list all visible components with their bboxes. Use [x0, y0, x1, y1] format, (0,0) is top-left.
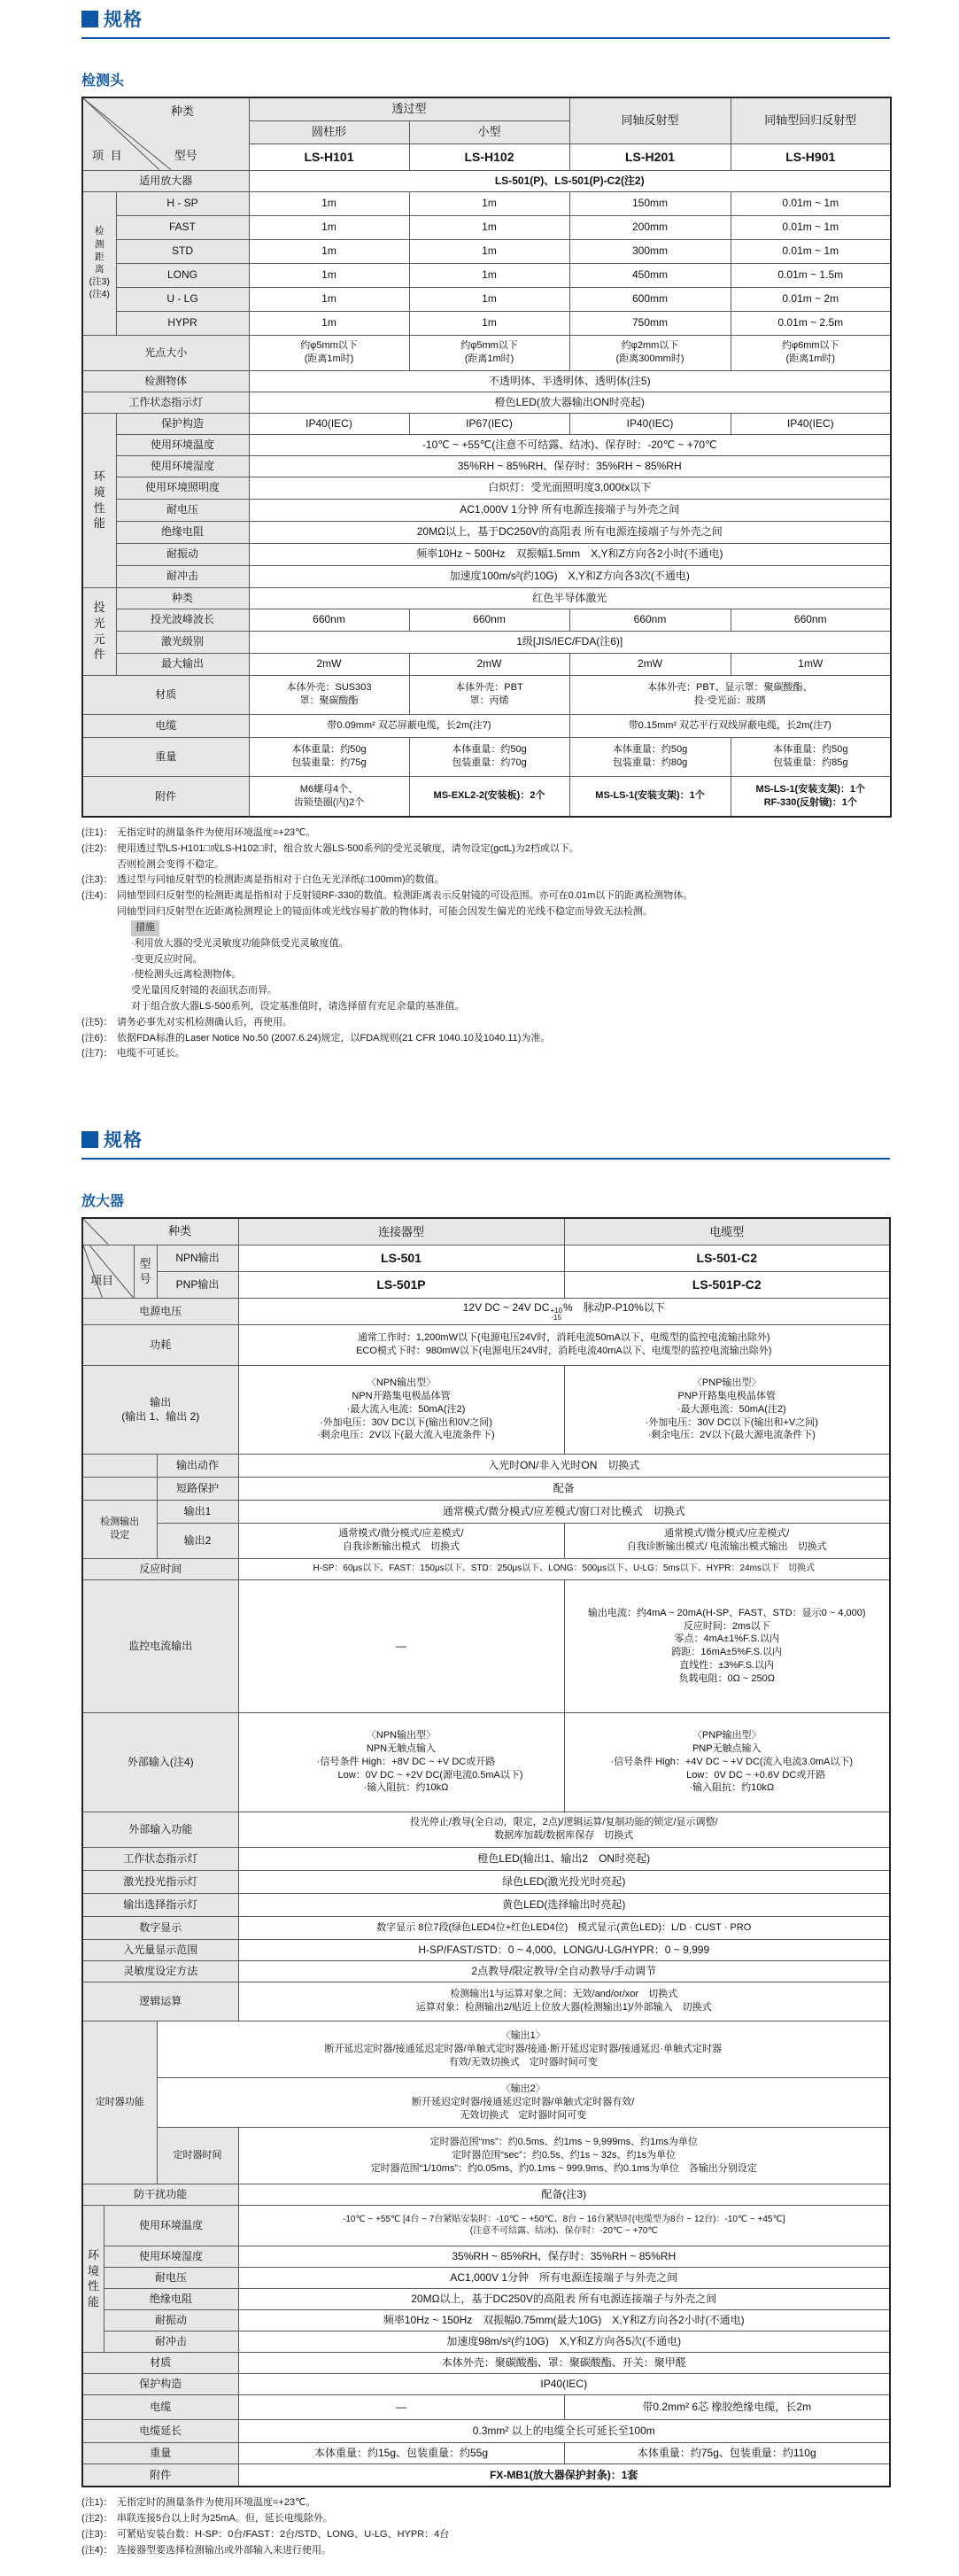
group-label: 检测输出 设定: [82, 1500, 157, 1558]
row-label: U - LG: [116, 287, 249, 311]
spec-value: MS-EXL2-2(安装板)：2个: [409, 776, 569, 817]
spacer-cell: [82, 1477, 157, 1500]
row-label: 使用环境湿度: [116, 455, 249, 477]
spec-value: 本体外壳：聚碳酸酯、罩：聚碳酸酯、开关：聚甲醛: [238, 2352, 890, 2373]
row-label: 防干扰功能: [82, 2184, 238, 2205]
spec-value: 数字显示 8位7段(绿色LED4位+红色LED4位) 模式显示(黄色LED)：L/D · CUST · PRO: [238, 1916, 890, 1939]
spec-value: 约φ5mm以下 (距离1m时): [409, 335, 569, 370]
group-label: 投 光 元 件: [82, 587, 116, 675]
spec-value: 通常模式/微分模式/应差模式/窗口对比模式 切换式: [238, 1500, 890, 1523]
spec-value: -10℃ ~ +55℃(注意不可结露、结冰)、保存时：-20℃ ~ +70℃: [249, 434, 891, 455]
spec-value: 带0.2mm² 6芯 橡胶绝缘电缆，长2m: [564, 2394, 890, 2419]
row-label: 输出1: [157, 1500, 238, 1523]
spacer-cell: [82, 1454, 157, 1477]
column-header: 圆柱形: [249, 120, 409, 144]
note-line: [81, 983, 890, 999]
matrix-axis-label: 种类: [167, 1224, 191, 1238]
row-label: 材质: [82, 2352, 238, 2373]
model-number: LS-H102: [409, 144, 569, 170]
note-line: [81, 888, 890, 904]
spec-value: 本体重量：约75g、包装重量：约110g: [564, 2442, 890, 2463]
spec-value: 白炽灯：受光面照明度3,000ℓx以下: [249, 477, 891, 499]
diagonal-divider-line: [83, 1219, 238, 1245]
row-label: 电缆: [82, 2394, 238, 2419]
spec-value: 〈输出1〉 断开延迟定时器/接通延迟定时器/单触式定时器/接通·断开延迟定时器/接通延迟·单触式定时器 有效/无效切换式 定时器时间可变: [157, 2021, 890, 2077]
sensor-head-spec-table: [81, 97, 892, 818]
row-label: 最大输出: [116, 653, 249, 675]
matrix-axis-label: 项目: [90, 1274, 114, 1288]
spec-value: 1m: [249, 311, 409, 335]
model-number: LS-H901: [731, 144, 891, 170]
row-label: 投光波峰波长: [116, 609, 249, 631]
row-label: 监控电流输出: [82, 1579, 238, 1712]
matrix-axis-label: 种类: [170, 105, 194, 118]
note-tag: (注2)：: [81, 842, 113, 854]
spec-value: 0.3mm² 以上的电缆全长可延长至100m: [238, 2419, 890, 2442]
spec-value: 通常模式/微分模式/应差模式/ 自我诊断输出模式/ 电流输出模式输出 切换式: [564, 1523, 890, 1558]
row-label: 电缆: [82, 714, 249, 737]
spec-value: 绿色LED(激光投光时亮起): [238, 1870, 890, 1893]
row-label: 功耗: [82, 1324, 238, 1365]
subsection-title-amplifier: 放大器: [81, 1194, 125, 1210]
row-label: 附件: [82, 2463, 238, 2487]
row-label: 材质: [82, 675, 249, 714]
spec-value: 0.01m ~ 1m: [731, 215, 891, 239]
row-label: 耐电压: [116, 499, 249, 521]
spec-value: 频率10Hz ~ 500Hz 双振幅1.5mm X,Y和Z方向各2小时(不通电): [249, 543, 891, 565]
row-label: NPN输出: [157, 1245, 238, 1271]
note-tag: (注1)：: [81, 2497, 113, 2509]
spec-value: 1m: [249, 239, 409, 263]
row-label: 反应时间: [82, 1558, 238, 1579]
spec-value: 加速度100m/s²(约10G) X,Y和Z方向各3次(不通电): [249, 565, 891, 587]
column-header: 透过型: [249, 97, 569, 120]
spec-value: 本体重量：约50g 包装重量：约80g: [569, 737, 731, 776]
row-label: 外部输入功能: [82, 1812, 238, 1847]
row-label: 耐振动: [104, 2309, 238, 2331]
note-text: 无指定时的测量条件为使用环境温度=+23℃。: [117, 827, 316, 838]
note-text: 请务必事先对实机检测确认后，再使用。: [117, 1016, 292, 1028]
note-tag: (注4)：: [81, 890, 113, 902]
note-text: 否则检测会变得不稳定。: [117, 858, 224, 870]
note-text: ·利用放大器的受光灵敏度功能降低受光灵敏度值。: [131, 937, 349, 949]
row-label: 定时器时间: [157, 2127, 238, 2184]
spec-value: 配备: [238, 1477, 890, 1500]
row-label: 重量: [82, 2442, 238, 2463]
group-label: 型 号: [134, 1245, 157, 1298]
row-label: FAST: [116, 215, 249, 239]
spec-value: 通常模式/微分模式/应差模式/ 自我诊断输出模式 切换式: [238, 1523, 564, 1558]
row-label: 保护构造: [116, 413, 249, 434]
model-number: LS-H201: [569, 144, 731, 170]
spec-value: IP40(IEC): [238, 2373, 890, 2394]
section-title-text: 规格: [104, 10, 143, 30]
note-text: 串联连接5台以上时为25mA。但，延长电缆除外。: [117, 2513, 333, 2524]
note-line: [81, 2527, 890, 2543]
model-number: LS-501: [238, 1245, 564, 1271]
group-label: 定时器功能: [82, 2021, 157, 2184]
matrix-corner-cell: [82, 97, 249, 170]
note-line: [81, 1031, 890, 1047]
note-line: [81, 904, 890, 920]
spec-value: 2点教导/限定教导/全自动教导/手动调节: [238, 1960, 890, 1982]
row-label: 入光量显示范围: [82, 1939, 238, 1960]
row-label: 输出动作: [157, 1454, 238, 1477]
row-label: 耐冲击: [104, 2331, 238, 2352]
section-sensor-head: [81, 5, 890, 1062]
note-text: 可紧贴安装台数：H-SP：0台/FAST：2台/STD、LONG、U-LG、HYPR：4台: [117, 2528, 450, 2540]
spec-value: 黄色LED(选择输出时亮起): [238, 1893, 890, 1916]
spec-value: 1m: [409, 239, 569, 263]
spec-value: 20MΩ以上，基于DC250V的高阻表 所有电源连接端子与外壳之间: [238, 2288, 890, 2309]
spec-value: 本体外壳：PBT、显示罩：聚碳酸酯、 投·受光面：玻璃: [569, 675, 891, 714]
spec-value: 橙色LED(输出1、输出2 ON时亮起): [238, 1847, 890, 1870]
note-line: [81, 920, 890, 936]
note-line: [81, 936, 890, 952]
note-text: 对于组合放大器LS-500系列，设定基准值时，请选择留有充足余量的基准值。: [131, 1000, 465, 1012]
spec-value: LS-501(P)、LS-501(P)-C2(注2): [249, 170, 891, 191]
spec-value: IP40(IEC): [249, 413, 409, 434]
group-label: 环 境 性 能: [82, 2205, 104, 2352]
spec-value: 本体重量：约50g 包装重量：约70g: [409, 737, 569, 776]
row-label: 检测物体: [82, 370, 249, 392]
spec-value: 35%RH ~ 85%RH、保存时：35%RH ~ 85%RH: [238, 2246, 890, 2267]
spec-value: 0.01m ~ 1m: [731, 239, 891, 263]
row-label: 电缆延长: [82, 2419, 238, 2442]
spec-value: 1m: [249, 263, 409, 287]
note-text: 透过型与同轴反射型的检测距离是指相对于白色无光泽纸(□100mm)的数值。: [117, 874, 445, 886]
section-title: [81, 5, 890, 39]
row-label: 输出2: [157, 1523, 238, 1558]
spec-value: 本体重量：约15g、包装重量：约55g: [238, 2442, 564, 2463]
row-label: 耐振动: [116, 543, 249, 565]
section-title-marker-icon: [81, 1131, 98, 1148]
note-text: 同轴型回归反射型的检测距离是指相对于反射镜RF-330的数值。检测距离表示反射镜的可设范围。亦可在0.01m以下的距离检测物体。: [117, 890, 693, 902]
row-label: 灵敏度设定方法: [82, 1960, 238, 1982]
spec-value: M6螺母4个、 齿锁垫圈(内)2个: [249, 776, 409, 817]
note-text: 同轴型回归反射型在近距离检测理论上的镜面体或光线容易扩散的物体时，可能会因发生偏光的光线不稳定而导致无法检测。: [117, 906, 653, 918]
column-header: 同轴型回归反射型: [731, 97, 891, 144]
spec-value: H-SP/FAST/STD：0 ~ 4,000、LONG/U-LG/HYPR：0 ~ 9,999: [238, 1939, 890, 1960]
matrix-axis-label: 项 目: [92, 148, 124, 162]
spec-value: 输出电流：约4mA ~ 20mA(H-SP、FAST、STD：显示0 ~ 4,000) 反应时间：2ms以下 零点：4mA±1%F.S.以内 跨距：16mA±5%F.S.以内 直线性：±3%F.S.以内 负载电阻：0Ω ~ 250Ω: [564, 1579, 890, 1712]
spec-value: 0.01m ~ 1m: [731, 191, 891, 215]
matrix-corner-cell: [82, 1218, 238, 1245]
sensor-head-table-container: [81, 97, 890, 818]
column-header: 连接器型: [238, 1218, 564, 1245]
spec-value: 1m: [409, 191, 569, 215]
spec-value: 〈输出2〉 断开延迟定时器/接通延迟定时器/单触式定时器有效/ 无效切换式 定时器时间可变: [157, 2077, 890, 2127]
row-label: 短路保护: [157, 1477, 238, 1500]
matrix-axis-label: 型号: [174, 148, 197, 162]
note-text: 连接器型要选择检测输出或外部输入来进行使用。: [117, 2544, 331, 2556]
spec-value: 〈NPN输出型〉 NPN无触点输入 ·信号条件 High：+8V DC ~ +V DC或开路 Low：0V DC ~ +2V DC(源电流0.5mA以下) ·输入阻抗：约10kΩ: [238, 1712, 564, 1812]
model-number: LS-501-C2: [564, 1245, 890, 1271]
spec-value: 红色半导体激光: [249, 587, 891, 609]
row-label: PNP输出: [157, 1271, 238, 1298]
model-number: LS-501P: [238, 1271, 564, 1298]
spec-value: 750mm: [569, 311, 731, 335]
spec-value: 定时器范围“ms”：约0.5ms、约1ms ~ 9,999ms、约1ms为单位 定时器范围“sec”：约0.5s、约1s ~ 32s、约1s为单位 定时器范围“1/10ms”：约0.05ms、约0.1ms ~ 999.9ms、约0.1ms为单位 各输出分别设定: [238, 2127, 890, 2184]
spec-value: 450mm: [569, 263, 731, 287]
row-label: LONG: [116, 263, 249, 287]
spec-value: 投光停止/教导(全自动，限定，2点)/逻辑运算/复制功能的锁定/显示调整/ 数据库加载/数据库保存 切换式: [238, 1812, 890, 1847]
note-tag: (注7)：: [81, 1048, 113, 1059]
spec-value: 1m: [249, 215, 409, 239]
amplifier-notes: [81, 2495, 890, 2558]
note-text: ·使检测头远离检测物体。: [131, 969, 242, 981]
spec-value: FX-MB1(放大器保护封条)：1套: [238, 2463, 890, 2487]
note-text: 使用透过型LS-H101□或LS-H102□时，组合放大器LS-500系列的受光灵敏度，请勿设定(gctL)为2档或以下。: [117, 842, 579, 854]
note-line: [81, 873, 890, 888]
note-line: [81, 1046, 890, 1062]
spec-value: 12V DC ~ 24V DC +10 -15 % 脉动P-P10%以下: [238, 1298, 890, 1324]
note-tag: (注4)：: [81, 2544, 113, 2556]
spec-value: 橙色LED(放大器输出ON时亮起): [249, 392, 891, 413]
spec-value: 1m: [249, 191, 409, 215]
section-title: [81, 1126, 890, 1160]
row-label: 绝缘电阻: [116, 521, 249, 543]
row-label: 绝缘电阻: [104, 2288, 238, 2309]
spec-value: H-SP：60μs以下、FAST：150μs以下、STD：250μs以下、LONG：500μs以下、U-LG：5ms以下、HYPR：24ms以下 切换式: [238, 1558, 890, 1579]
spec-value: —: [238, 2394, 564, 2419]
spec-value: 660nm: [409, 609, 569, 631]
note-line: [81, 967, 890, 983]
measure-box-label: 措施: [131, 920, 159, 936]
spec-value: 1m: [249, 287, 409, 311]
row-label: 外部输入(注4): [82, 1712, 238, 1812]
spec-value: MS-LS-1(安装支架)：1个 RF-330(反射镜)：1个: [731, 776, 891, 817]
row-label: HYPR: [116, 311, 249, 335]
row-label: 重量: [82, 737, 249, 776]
note-tag: (注1)：: [81, 827, 113, 838]
row-label: 电源电压: [82, 1298, 238, 1324]
note-tag: (注3)：: [81, 2528, 113, 2540]
row-label: 耐冲击: [116, 565, 249, 587]
sensor-head-notes: [81, 826, 890, 1062]
amplifier-spec-table: [81, 1217, 891, 2487]
note-tag: (注6)：: [81, 1032, 113, 1044]
spec-value: 本体重量：约50g 包装重量：约75g: [249, 737, 409, 776]
column-header: 同轴反射型: [569, 97, 731, 144]
note-line: [81, 857, 890, 873]
spec-value: -10℃ ~ +55℃ [4台 ~ 7台紧贴安装时：-10℃ ~ +50℃、8台 ~ 16台紧贴时(电缆型为8台 ~ 12台)：-10℃ ~ +45℃] (注意不可结露、结冰)、保存时：-20℃ ~ +70℃: [238, 2205, 890, 2246]
spec-value: 0.01m ~ 1.5m: [731, 263, 891, 287]
spec-value: IP67(IEC): [409, 413, 569, 434]
spec-value: 200mm: [569, 215, 731, 239]
row-label: 工作状态指示灯: [82, 392, 249, 413]
spec-value: MS-LS-1(安装支架)：1个: [569, 776, 731, 817]
spec-value: 通常工作时：1,200mW以下(电源电压24V时，消耗电流50mA以下、电缆型的监控电流输出除外) ECO模式下时：980mW以下(电源电压24V时，消耗电流40mA以下、电缆型的监控电流输出除外): [238, 1324, 890, 1365]
note-line: [81, 1015, 890, 1031]
row-label: 逻辑运算: [82, 1982, 238, 2021]
model-number: LS-501P-C2: [564, 1271, 890, 1298]
group-label: 环 境 性 能: [82, 413, 116, 587]
spec-value: 600mm: [569, 287, 731, 311]
spec-value: 2mW: [249, 653, 409, 675]
spec-value: 35%RH ~ 85%RH、保存时：35%RH ~ 85%RH: [249, 455, 891, 477]
spec-value: 1m: [409, 215, 569, 239]
row-label: 数字显示: [82, 1916, 238, 1939]
spec-value: 不透明体、半透明体、透明体(注5): [249, 370, 891, 392]
row-label: 使用环境温度: [116, 434, 249, 455]
note-text: 受光量因反射镜的表面状态而异。: [131, 985, 277, 997]
spec-value: 0.01m ~ 2.5m: [731, 311, 891, 335]
note-line: [81, 2543, 890, 2559]
note-tag: (注2)：: [81, 2513, 113, 2524]
spec-value: 〈PNP输出型〉 PNP无触点输入 ·信号条件 High：+4V DC ~ +V DC(流入电流3.0mA以下) Low：0V DC ~ +0.6V DC或开路 ·输入阻抗：约10kΩ: [564, 1712, 890, 1812]
row-label: 耐电压: [104, 2267, 238, 2288]
subsection-title-sensor-head: 检测头: [81, 74, 125, 89]
spec-value: IP40(IEC): [569, 413, 731, 434]
row-label: H - SP: [116, 191, 249, 215]
row-label: 使用环境温度: [104, 2205, 238, 2246]
row-label: 光点大小: [82, 335, 249, 370]
spec-value: 约φ2mm以下 (距离300mm时): [569, 335, 731, 370]
amplifier-table-container: [81, 1217, 890, 2487]
spec-value: 1m: [409, 263, 569, 287]
note-text: 无指定时的测量条件为使用环境温度=+23℃。: [117, 2497, 316, 2509]
spec-value: IP40(IEC): [731, 413, 891, 434]
spec-value: 约φ6mm以下 (距离1m时): [731, 335, 891, 370]
spec-value: 660nm: [569, 609, 731, 631]
row-label: 工作状态指示灯: [82, 1847, 238, 1870]
section-title-text: 规格: [104, 1130, 143, 1152]
spec-value: 660nm: [249, 609, 409, 631]
section-amplifier: [81, 1126, 890, 2558]
note-tag: (注3)：: [81, 874, 113, 886]
note-line: [81, 826, 890, 842]
spec-value: 660nm: [731, 609, 891, 631]
matrix-corner-cell: [82, 1245, 134, 1298]
spec-value: 1m: [409, 311, 569, 335]
spec-value: 带0.09mm² 双芯屏蔽电缆，长2m(注7): [249, 714, 569, 737]
spec-value: 配备(注3): [238, 2184, 890, 2205]
diagonal-divider-line: [83, 1245, 134, 1298]
spec-value: 1级[JIS/IEC/FDA(注6)]: [249, 631, 891, 653]
note-text: 依据FDA标准的Laser Notice No.50 (2007.6.24)规定，以FDA规则(21 CFR 1040.10及1040.11)为准。: [117, 1032, 551, 1044]
row-label: 适用放大器: [82, 170, 249, 191]
note-line: [81, 2495, 890, 2511]
spec-value: 1mW: [731, 653, 891, 675]
spec-value: 150mm: [569, 191, 731, 215]
row-label: 附件: [82, 776, 249, 817]
spec-value: 〈PNP输出型〉 PNP开路集电极晶体管 ·最大源电流：50mA(注2) ·外加电压：30V DC以下(输出和+V之间) ·剩余电压：2V以下(最大源电流条件下): [564, 1365, 890, 1454]
row-label: 输出 (输出 1、输出 2): [82, 1365, 238, 1454]
spec-value: 加速度98m/s²(约10G) X,Y和Z方向各5次(不通电): [238, 2331, 890, 2352]
spec-value: 频率10Hz ~ 150Hz 双振幅0.75mm(最大10G) X,Y和Z方向各2小时(不通电): [238, 2309, 890, 2331]
spec-value: —: [238, 1579, 564, 1712]
row-label: 激光投光指示灯: [82, 1870, 238, 1893]
spec-value: 20MΩ以上，基于DC250V的高阻表 所有电源连接端子与外壳之间: [249, 521, 891, 543]
row-label: 使用环境照明度: [116, 477, 249, 499]
spec-value: 2mW: [409, 653, 569, 675]
row-label: 输出选择指示灯: [82, 1893, 238, 1916]
spec-value: AC1,000V 1分钟 所有电源连接端子与外壳之间: [249, 499, 891, 521]
note-line: [81, 842, 890, 857]
row-label: STD: [116, 239, 249, 263]
group-label: 检 测 距 离 (注3) (注4): [82, 191, 116, 335]
column-header: 小型: [409, 120, 569, 144]
spec-value: 0.01m ~ 2m: [731, 287, 891, 311]
spec-value: 约φ5mm以下 (距离1m时): [249, 335, 409, 370]
spec-value: 1m: [409, 287, 569, 311]
spec-value: 本体重量：约50g 包装重量：约85g: [731, 737, 891, 776]
row-label: 种类: [116, 587, 249, 609]
spec-value: 300mm: [569, 239, 731, 263]
note-text: ·变更反应时间。: [131, 953, 203, 965]
model-number: LS-H101: [249, 144, 409, 170]
row-label: 激光级别: [116, 631, 249, 653]
spec-value: 〈NPN输出型〉 NPN开路集电极晶体管 ·最大流入电流：50mA(注2) ·外加电压：30V DC以下(输出和0V之间) ·剩余电压：2V以下(最大流入电流条件下): [238, 1365, 564, 1454]
spec-value: 本体外壳：PBT 罩：丙烯: [409, 675, 569, 714]
note-line: [81, 2511, 890, 2527]
spec-value: 本体外壳：SUS303 罩：聚碳酸酯: [249, 675, 409, 714]
spec-value: 入光时ON/非入光时ON 切换式: [238, 1454, 890, 1477]
section-title-marker-icon: [81, 11, 98, 27]
note-line: [81, 999, 890, 1015]
spec-value: 检测输出1与运算对象之间：无效/and/or/xor 切换式 运算对象：检测输出2/贴近上位放大器(检测输出1)/外部输入 切换式: [238, 1982, 890, 2021]
column-header: 电缆型: [564, 1218, 890, 1245]
row-label: 使用环境湿度: [104, 2246, 238, 2267]
note-tag: (注5)：: [81, 1016, 113, 1028]
row-label: 保护构造: [82, 2373, 238, 2394]
spec-value: 2mW: [569, 653, 731, 675]
spec-value: AC1,000V 1分钟 所有电源连接端子与外壳之间: [238, 2267, 890, 2288]
note-line: [81, 952, 890, 968]
note-text: 电缆不可延长。: [117, 1048, 185, 1059]
spec-value: 带0.15mm² 双芯平行双线屏蔽电缆，长2m(注7): [569, 714, 891, 737]
